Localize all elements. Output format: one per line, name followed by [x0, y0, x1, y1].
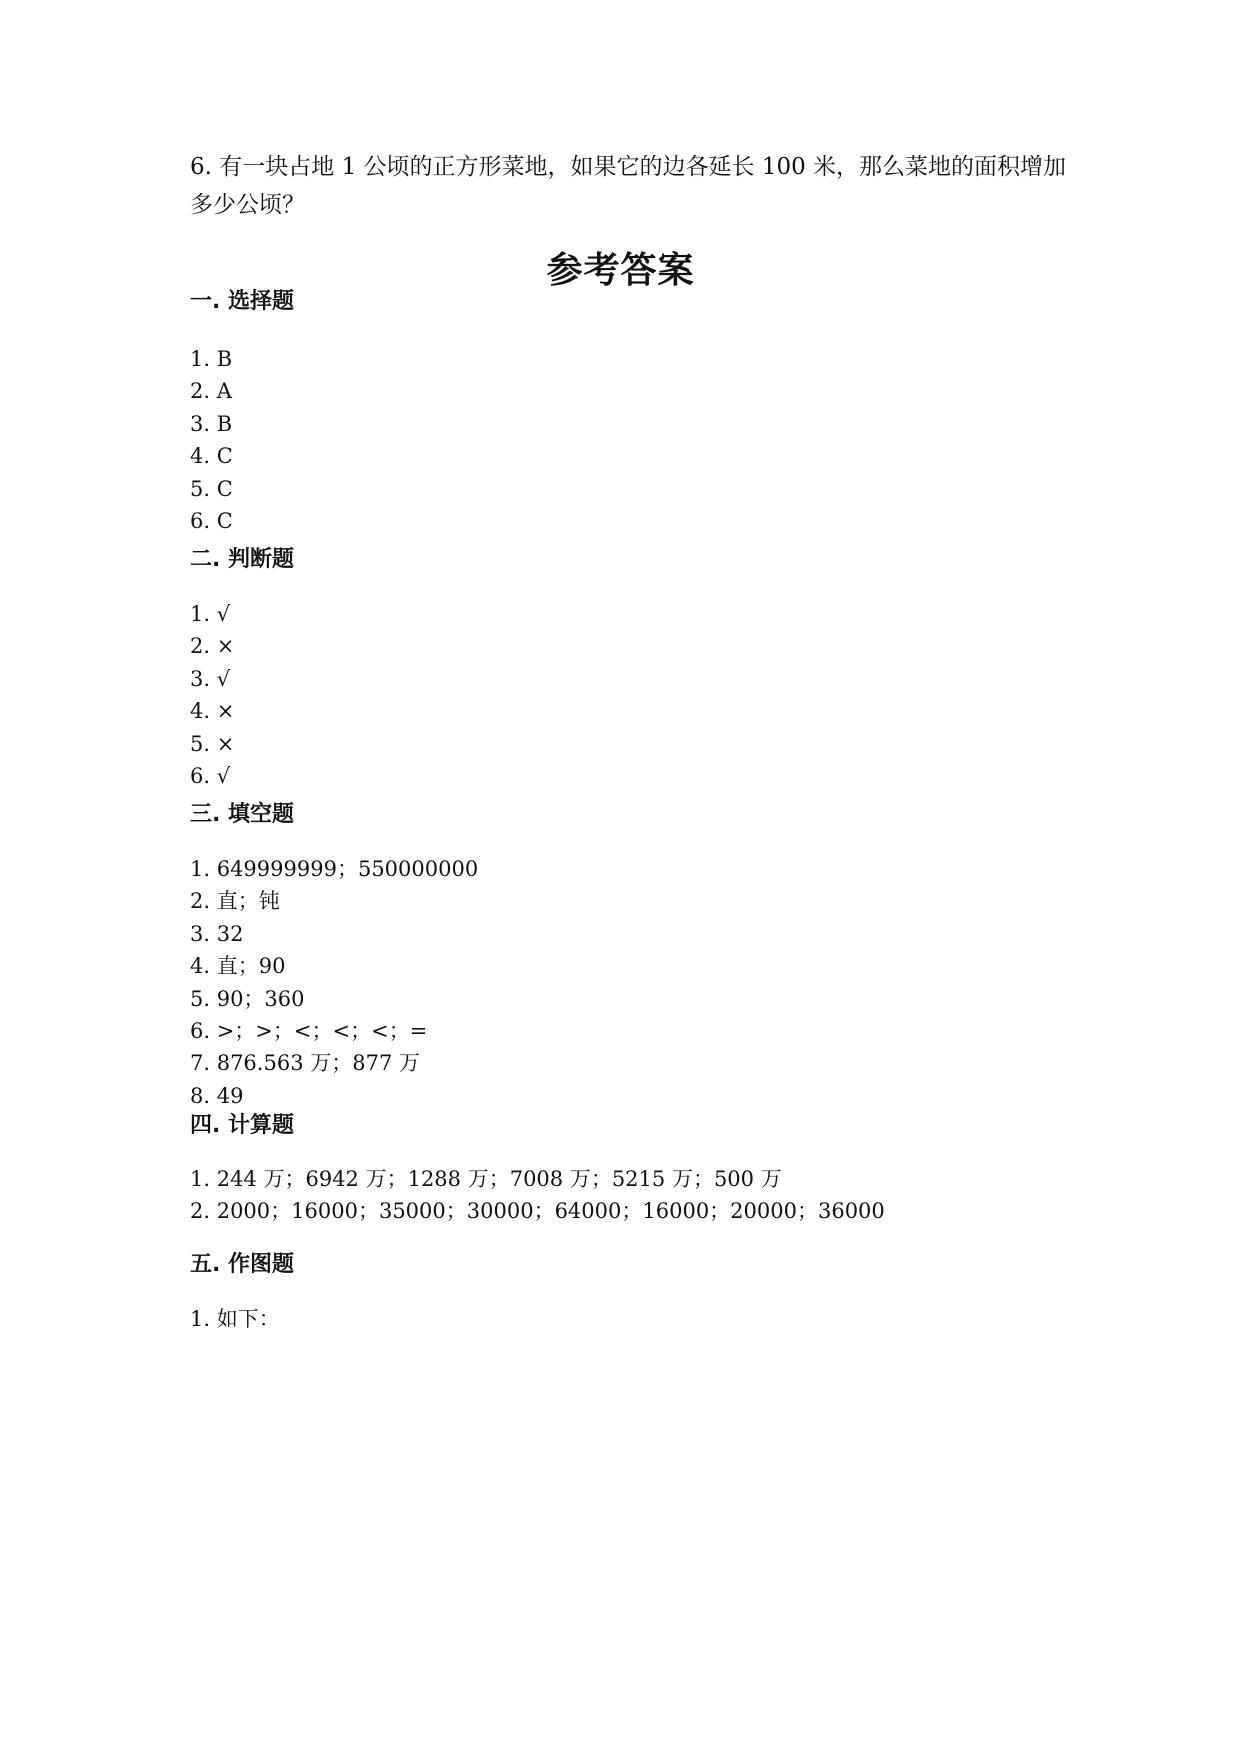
answer-item: 5. ×	[190, 731, 235, 756]
answer-item: 2. 2000；16000；35000；30000；64000；16000；20000；36000	[190, 1199, 885, 1224]
answer-item: 7. 876.563 万；877 万	[190, 1051, 420, 1076]
section-heading-fill-blank: 三. 填空题	[190, 802, 295, 827]
answer-item: 3. B	[190, 411, 233, 436]
answer-item: 6. >；>；<；<；<；=	[190, 1019, 428, 1044]
answer-item: 3. 32	[190, 921, 244, 946]
answer-item: 1. 如下：	[190, 1307, 280, 1331]
section-heading-drawing: 五. 作图题	[190, 1252, 295, 1277]
answer-item: 1. 649999999；550000000	[190, 857, 479, 881]
answer-item: 4. 直；90	[190, 954, 286, 979]
answer-item: 1. √	[190, 602, 231, 626]
drawing-answer-list	[190, 1303, 280, 1335]
fill-blank-answer-list	[190, 853, 478, 1112]
answer-item: 2. A	[190, 379, 232, 404]
answer-item: 4. ×	[190, 699, 235, 724]
answer-item: 2. 直；钝	[190, 889, 280, 914]
answer-item: 2. ×	[190, 634, 235, 659]
calculation-answer-list	[190, 1163, 885, 1228]
question-6-text: 6. 有一块占地 1 公顷的正方形菜地，如果它的边各延长 100 米，那么菜地的面积增加多少公顷？	[190, 154, 1067, 218]
answer-item: 5. 90；360	[190, 986, 305, 1011]
answer-item: 4. C	[190, 444, 233, 469]
section-heading-judgement: 二. 判断题	[190, 547, 295, 572]
answer-item: 6. C	[190, 509, 233, 534]
answer-item: 3. √	[190, 666, 231, 691]
answer-key-title: 参考答案	[546, 249, 695, 291]
section-heading-choice: 一. 选择题	[190, 289, 295, 314]
answer-item: 8. 49	[190, 1083, 244, 1108]
answer-item: 6. √	[190, 764, 231, 789]
answer-item: 5. C	[190, 476, 233, 501]
choice-answer-list	[190, 343, 233, 537]
section-heading-calculation: 四. 计算题	[190, 1113, 295, 1138]
answer-item: 1. 244 万；6942 万；1288 万；7008 万；5215 万；500 万	[190, 1167, 782, 1191]
answer-item: 1. B	[190, 347, 233, 371]
judgement-answer-list	[190, 598, 234, 792]
